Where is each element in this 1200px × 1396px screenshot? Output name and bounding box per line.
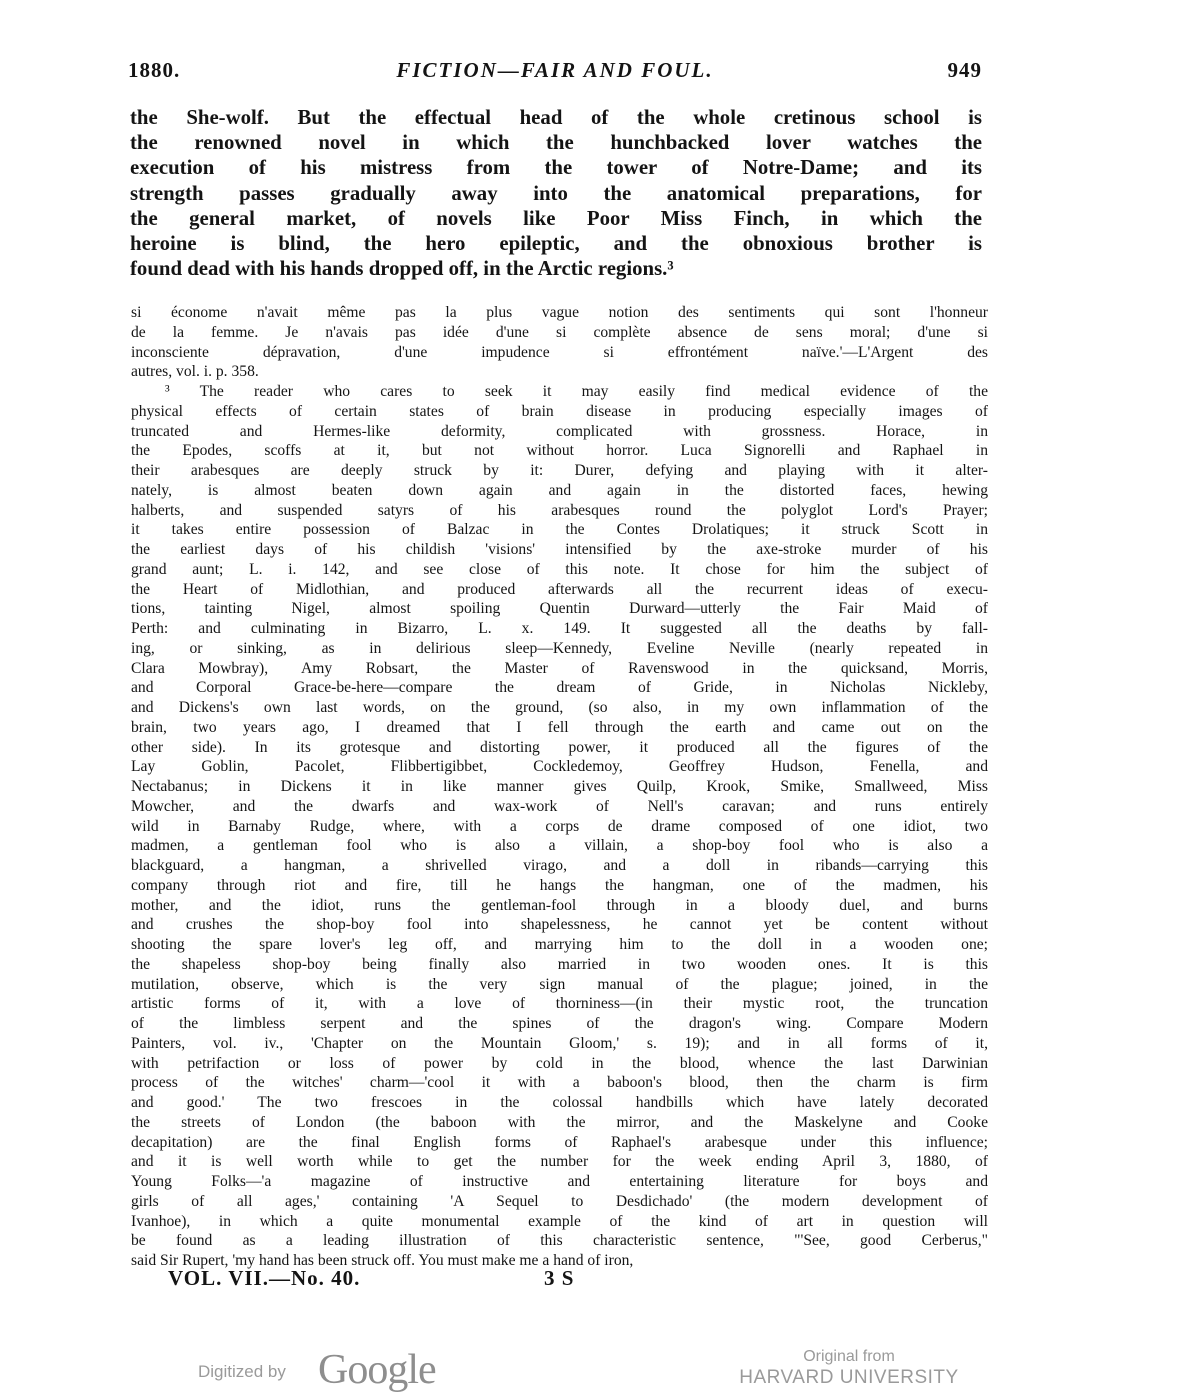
original-from-label: Original from xyxy=(803,1348,895,1365)
sheet-signature: 3 S xyxy=(544,1266,575,1290)
footnote-line: Lay Goblin, Pacolet, Flibbertigibbet, Cockledemoy, Geoffrey Hudson, Fenella, and xyxy=(131,758,988,776)
footnote-line: madmen, a gentleman fool who is also a villain, a shop-boy fool who is also a xyxy=(131,837,988,855)
footnote-line: be found as a leading illustration of this characteristic sentence, "'See, good Cerberus," xyxy=(131,1232,988,1250)
footnote-line: and good.' The two frescoes in the colossal handbills which have lately decorated xyxy=(131,1094,988,1111)
volume-number: VOL. VII.—No. 40. xyxy=(168,1266,361,1290)
body-line: the She-wolf. But the effectual head of the whole cretinous school is xyxy=(130,106,982,129)
body-line: the renowned novel in which the hunchbacked lover watches the xyxy=(130,131,982,155)
running-head xyxy=(128,58,982,88)
footnote-line: tions, tainting Nigel, almost spoiling Quentin Durward—utterly the Fair Maid of xyxy=(131,600,988,618)
footnote-line: and it is well worth while to get the number for the week ending April 3, 1880, of xyxy=(131,1153,988,1171)
footnote-line: grand aunt; L. i. 142, and see close of this note. It chose for him the subject of xyxy=(131,560,988,578)
footnote-line: and crushes the shop-boy fool into shapelessness, he cannot yet be content without xyxy=(131,916,988,934)
footnote-line: de la femme. Je n'avais pas idée d'une si complète absence de sens moral; d'une si xyxy=(131,323,988,341)
footnote-line: si économe n'avait même pas la plus vague notion des sentiments qui sont l'honneur xyxy=(131,304,988,321)
footnote-line: said Sir Rupert, 'my hand has been struck off. You must make me a hand of iron, xyxy=(131,1252,634,1269)
body-line: strength passes gradually away into the anatomical preparations, for xyxy=(130,181,982,205)
footnote-line: Painters, vol. iv., 'Chapter on the Mountain Gloom,' s. 19); and in all forms of it, xyxy=(131,1034,988,1052)
footnote-line: the earliest days of his childish 'visions' intensified by the axe-stroke murder of his xyxy=(131,541,988,558)
footnote-line: Young Folks—'a magazine of instructive and entertaining literature for boys and xyxy=(131,1173,988,1190)
header-title: FICTION—FAIR AND FOUL. xyxy=(396,58,714,82)
footnote-line: nately, is almost beaten down again and again in the distorted faces, hewing xyxy=(131,481,988,499)
footnote-line: the streets of London (the baboon with the mirror, and the Maskelyne and Cooke xyxy=(131,1113,988,1131)
footnote-line: truncated and Hermes-like deformity, complicated with grossness. Horace, in xyxy=(131,422,988,440)
footnote-line: autres, vol. i. p. 358. xyxy=(131,363,259,381)
footnote-line: inconsciente dépravation, d'une impudence si effrontément naïve.'—L'Argent des xyxy=(131,343,988,361)
footnote-line: Nectabanus; in Dickens it in like manner gives Quilp, Krook, Smike, Smallweed, Miss xyxy=(131,778,988,795)
footnote-line: the Epodes, scoffs at it, but not without horror. Luca Signorelli and Raphael in xyxy=(131,442,988,460)
footnote-line: brain, two years ago, I dreamed that I fell through the earth and came out on the xyxy=(131,718,988,736)
digitized-by-label: Digitized by xyxy=(198,1362,286,1381)
footnote-line: Ivanhoe), in which a quite monumental example of the kind of art in question will xyxy=(131,1212,988,1230)
footnote-line: it takes entire possession of Balzac in the Contes Drolatiques; it struck Scott in xyxy=(131,521,988,539)
footnote-line: mother, and the idiot, runs the gentleman-fool through in a bloody duel, and burns xyxy=(131,896,988,914)
header-year: 1880. xyxy=(128,58,181,82)
google-logo: Google xyxy=(318,1347,436,1393)
body-line: found dead with his hands dropped off, in the Arctic regions.³ xyxy=(130,257,674,281)
footnote-line: with petrifaction or loss of power by cold in the blood, whence the last Darwinian xyxy=(131,1054,988,1072)
footnote-line: Perth: and culminating in Bizarro, L. x. 149. It suggested all the deaths by fall- xyxy=(131,620,988,637)
footnote-line: halberts, and suspended satyrs of his arabesques round the polyglot Lord's Prayer; xyxy=(131,501,988,519)
body-paragraph xyxy=(130,105,982,281)
institution-name: HARVARD UNIVERSITY xyxy=(739,1367,959,1388)
footnote-line: of the limbless serpent and the spines of the dragon's wing. Compare Modern xyxy=(131,1015,988,1032)
footnote-line: physical effects of certain states of brain disease in producing especially images of xyxy=(131,402,988,420)
footnote-line: mutilation, observe, which is the very sign manual of the plague; joined, in the xyxy=(131,975,988,993)
footnotes xyxy=(131,303,988,1271)
footnote-line: blackguard, a hangman, a shrivelled virago, and a doll in ribands—carrying this xyxy=(131,857,988,874)
footnote-line: decapitation) are the final English forms of Raphael's arabesque under this influence; xyxy=(131,1133,988,1151)
footnote-line: company through riot and fire, till he hangs the hangman, one of the madmen, his xyxy=(131,876,988,894)
body-line: heroine is blind, the hero epileptic, and the obnoxious brother is xyxy=(130,231,982,255)
footnote-line: ³ The reader who cares to seek it may easily find medical evidence of the xyxy=(165,383,988,400)
footnote-line: wild in Barnaby Rudge, where, with a corps de drame composed of one idiot, two xyxy=(131,817,988,835)
body-line: execution of his mistress from the tower of Notre-Dame; and its xyxy=(130,156,982,180)
footnote-line: the shapeless shop-boy being finally also married in two wooden ones. It is this xyxy=(131,955,988,973)
page-number: 949 xyxy=(947,58,982,82)
footnote-line: ing, or sinking, as in delirious sleep—Kennedy, Eveline Neville (nearly repeated in xyxy=(131,639,988,657)
signature-line xyxy=(168,1266,618,1296)
footnote-line: Clara Mowbray), Amy Robsart, the Master of Ravenswood in the quicksand, Morris, xyxy=(131,659,988,677)
footnote-line: and Dickens's own last words, on the ground, (so also, in my own inflammation of the xyxy=(131,699,988,716)
footnote-line: Mowcher, and the dwarfs and wax-work of Nell's caravan; and runs entirely xyxy=(131,797,988,815)
footnote-line: artistic forms of it, with a love of thorniness—(in their mystic root, the truncation xyxy=(131,995,988,1013)
footnote-line: other side). In its grotesque and distorting power, it produced all the figures of the xyxy=(131,738,988,756)
provenance-mark xyxy=(718,1348,980,1392)
body-line: the general market, of novels like Poor Miss Finch, in which the xyxy=(130,206,982,230)
footnote-line: their arabesques are deeply struck by it: Durer, defying and playing with it alter- xyxy=(131,462,988,479)
footnote-line: process of the witches' charm—'cool it with a baboon's blood, then the charm is firm xyxy=(131,1074,988,1092)
footnote-line: girls of all ages,' containing 'A Sequel to Desdichado' (the modern development of xyxy=(131,1192,988,1210)
footnote-line: shooting the spare lover's leg off, and marrying him to the doll in a wooden one; xyxy=(131,936,988,953)
footnote-line: the Heart of Midlothian, and produced afterwards all the recurrent ideas of execu- xyxy=(131,580,988,598)
footnote-line: and Corporal Grace-be-here—compare the dream of Gride, in Nicholas Nickleby, xyxy=(131,679,988,697)
